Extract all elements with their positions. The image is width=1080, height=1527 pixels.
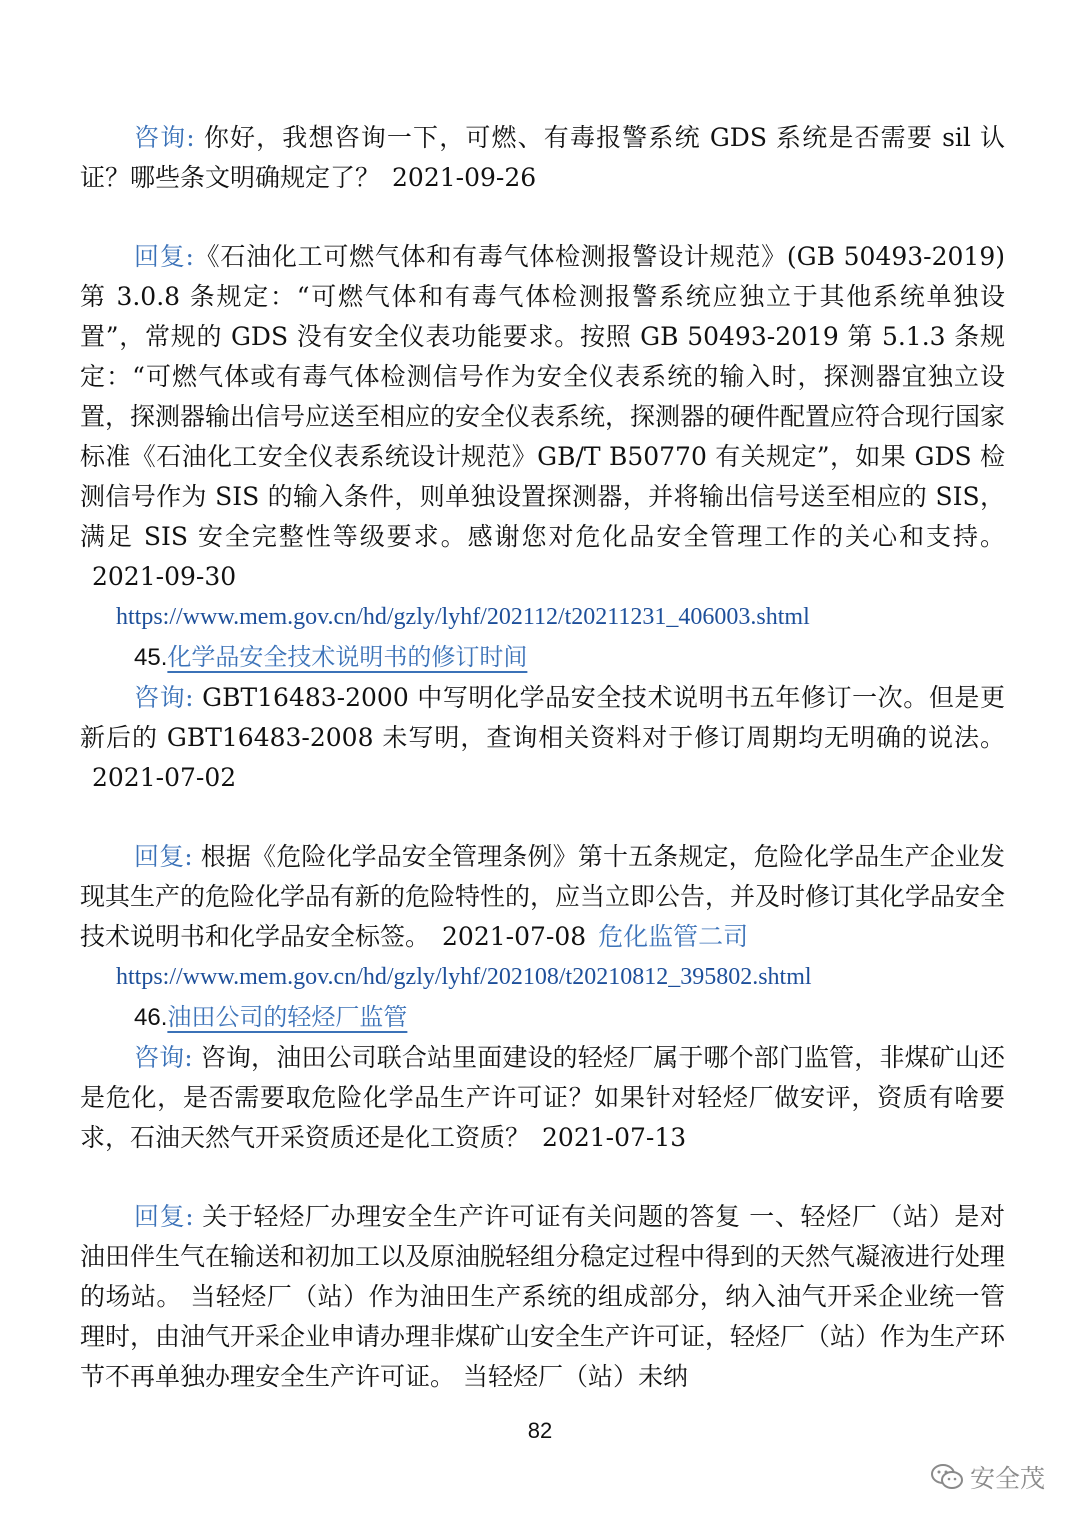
question-label: 咨询: (134, 123, 195, 152)
page-number: 82 (527, 1418, 553, 1443)
reply-label: 回复: (134, 842, 193, 871)
question-text: GBT16483-2000 中写明化学品安全技术说明书五年修订一次。但是更新后的 GBT16483-2008 未写明，查询相关资料对于修订周期均无明确的说法。 (80, 683, 1005, 752)
section-title-link[interactable]: 化学品安全技术说明书的修订时间 (167, 643, 528, 671)
wechat-icon (930, 1462, 964, 1492)
source-link[interactable]: https://www.mem.gov.cn/hd/gzly/lyhf/202112/t20211231_406003.shtml (116, 604, 810, 630)
question-date: 2021-09-26 (392, 163, 537, 192)
question-paragraph (80, 678, 1005, 798)
reply-label: 回复: (134, 1202, 194, 1231)
section-title-link[interactable]: 油田公司的轻烃厂监管 (167, 1003, 408, 1031)
reply-date: 2021-07-08 (442, 922, 587, 951)
reply-date: 2021-09-30 (92, 562, 237, 591)
section-heading-45 (134, 637, 1005, 678)
reply-label: 回复: (134, 242, 194, 271)
section-number: 45. (134, 644, 168, 671)
source-link[interactable]: https://www.mem.gov.cn/hd/gzly/lyhf/202108/t20210812_395802.shtml (116, 964, 812, 990)
question-text: 你好，我想咨询一下，可燃、有毒报警系统 GDS 系统是否需要 sil 认证？哪些条文明确规定了？ (80, 123, 1005, 192)
reply-text: 根据《危险化学品安全管理条例》第十五条规定，危险化学品生产企业发现其生产的危险化学品有新的危险特性的，应当立即公告，并及时修订其化学品安全技术说明书和化学品安全标签。 (80, 842, 1006, 951)
question-label: 咨询: (134, 1043, 193, 1072)
section-heading-46 (134, 997, 1005, 1038)
reply-paragraph (80, 1197, 1005, 1397)
reply-text: 《石油化工可燃气体和有毒气体检测报警设计规范》(GB 50493-2019)第 3.0.8 条规定：“可燃气体和有毒气体检测报警系统应独立于其他系统单独设置”，常规的 GDS 没有安全仪表功能要求。按照 GB 50493-2019 第 5.1.3 条规定：“可燃气体或有毒气体检测信号作为安全仪表系统的输入时，探测器宜独立设置，探测器输出信号应送至相应的安全仪表系统，探测器的硬件配置应符合现行国家标准《石油化工安全仪表系统设计规范》GB/T B50770 有关规定”，如果 GDS 检测信号作为 SIS 的输入条件，则单独设置探测器，并将输出信号送至相应的 SIS，满足 SIS 安全完整性等级要求。感谢您对危化品安全管理工作的关心和支持。 (80, 242, 1006, 551)
question-paragraph (80, 1038, 1005, 1158)
watermark-text: 安全茂 (970, 1464, 1046, 1493)
question-date: 2021-07-13 (542, 1123, 687, 1152)
document-body (80, 118, 1005, 1397)
question-text: 咨询，油田公司联合站里面建设的轻烃厂属于哪个部门监管，非煤矿山还是危化，是否需要取危险化学品生产许可证？如果针对轻烃厂做安评，资质有啥要求，石油天然气开采资质还是化工资质？ (80, 1043, 1005, 1152)
watermark (930, 1457, 1045, 1497)
question-paragraph (80, 118, 1005, 198)
reply-paragraph (80, 837, 1005, 957)
reply-text: 关于轻烃厂办理安全生产许可证有关问题的答复 一、轻烃厂（站）是对油田伴生气在输送和初加工以及原油脱轻组分稳定过程中得到的天然气凝液进行处理的场站。 当轻烃厂（站）作为油田生产系统的组成部分，纳入油气开采企业统一管理时，由油气开采企业申请办理非煤矿山安全生产许可证，轻烃厂（站）作为生产环节不再单独办理安全生产许可证。 当轻烃厂（站）未纳 (80, 1202, 1006, 1391)
section-number: 46. (134, 1004, 168, 1031)
department-label: 危化监管二司 (598, 922, 749, 951)
question-label: 咨询: (134, 683, 194, 712)
reply-paragraph (80, 237, 1005, 597)
question-date: 2021-07-02 (92, 763, 237, 792)
